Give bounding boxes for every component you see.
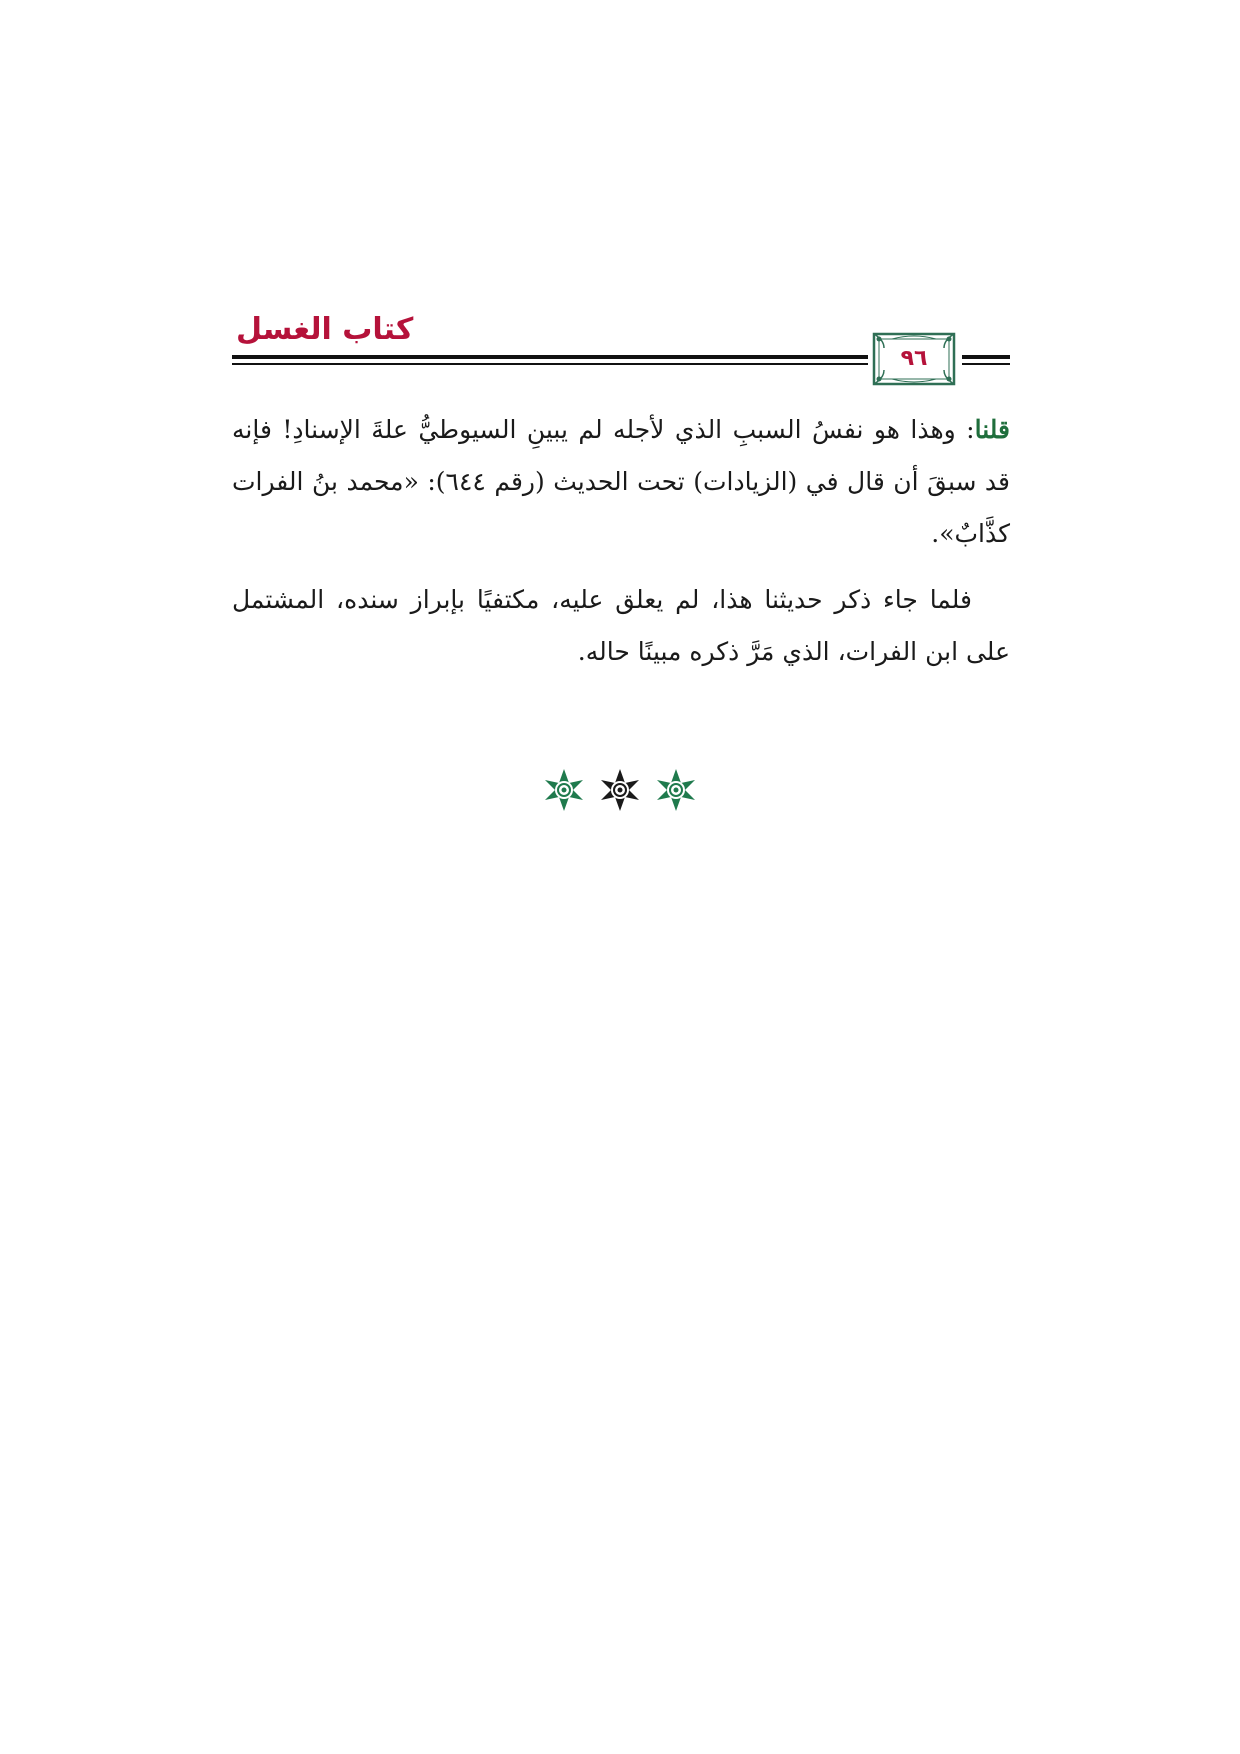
header-rule-short: [962, 355, 1010, 366]
star-flower-icon: [542, 768, 586, 812]
paragraph-1-text: : وهذا هو نفسُ السببِ الذي لأجله لم يبينِ السيوطيُّ علةَ الإسنادِ! فإنه قد سبقَ أن قال في (الزيادات) تحت الحديث (رقم ٦٤٤): «محمد بنُ الفرات كذَّابٌ».: [232, 415, 1011, 548]
header-rule: [232, 355, 868, 366]
lead-word: قلنا: [974, 415, 1010, 444]
page-number: ٩٦: [900, 346, 928, 371]
running-title: كتاب الغسل: [236, 312, 414, 347]
page-header: [232, 312, 1010, 392]
paragraph-2: فلما جاء ذكر حديثنا هذا، لم يعلق عليه، مكتفيًا بإبراز سنده، المشتمل على ابن الفرات، الذي مَرَّ ذكره مبينًا حاله.: [232, 585, 1010, 666]
section-end-ornaments: [520, 768, 720, 814]
main-text: [232, 404, 1010, 692]
star-flower-icon: [598, 768, 642, 812]
star-flower-icon: [654, 768, 698, 812]
page-number-badge: [872, 332, 956, 386]
paragraph-1: [232, 404, 1010, 560]
